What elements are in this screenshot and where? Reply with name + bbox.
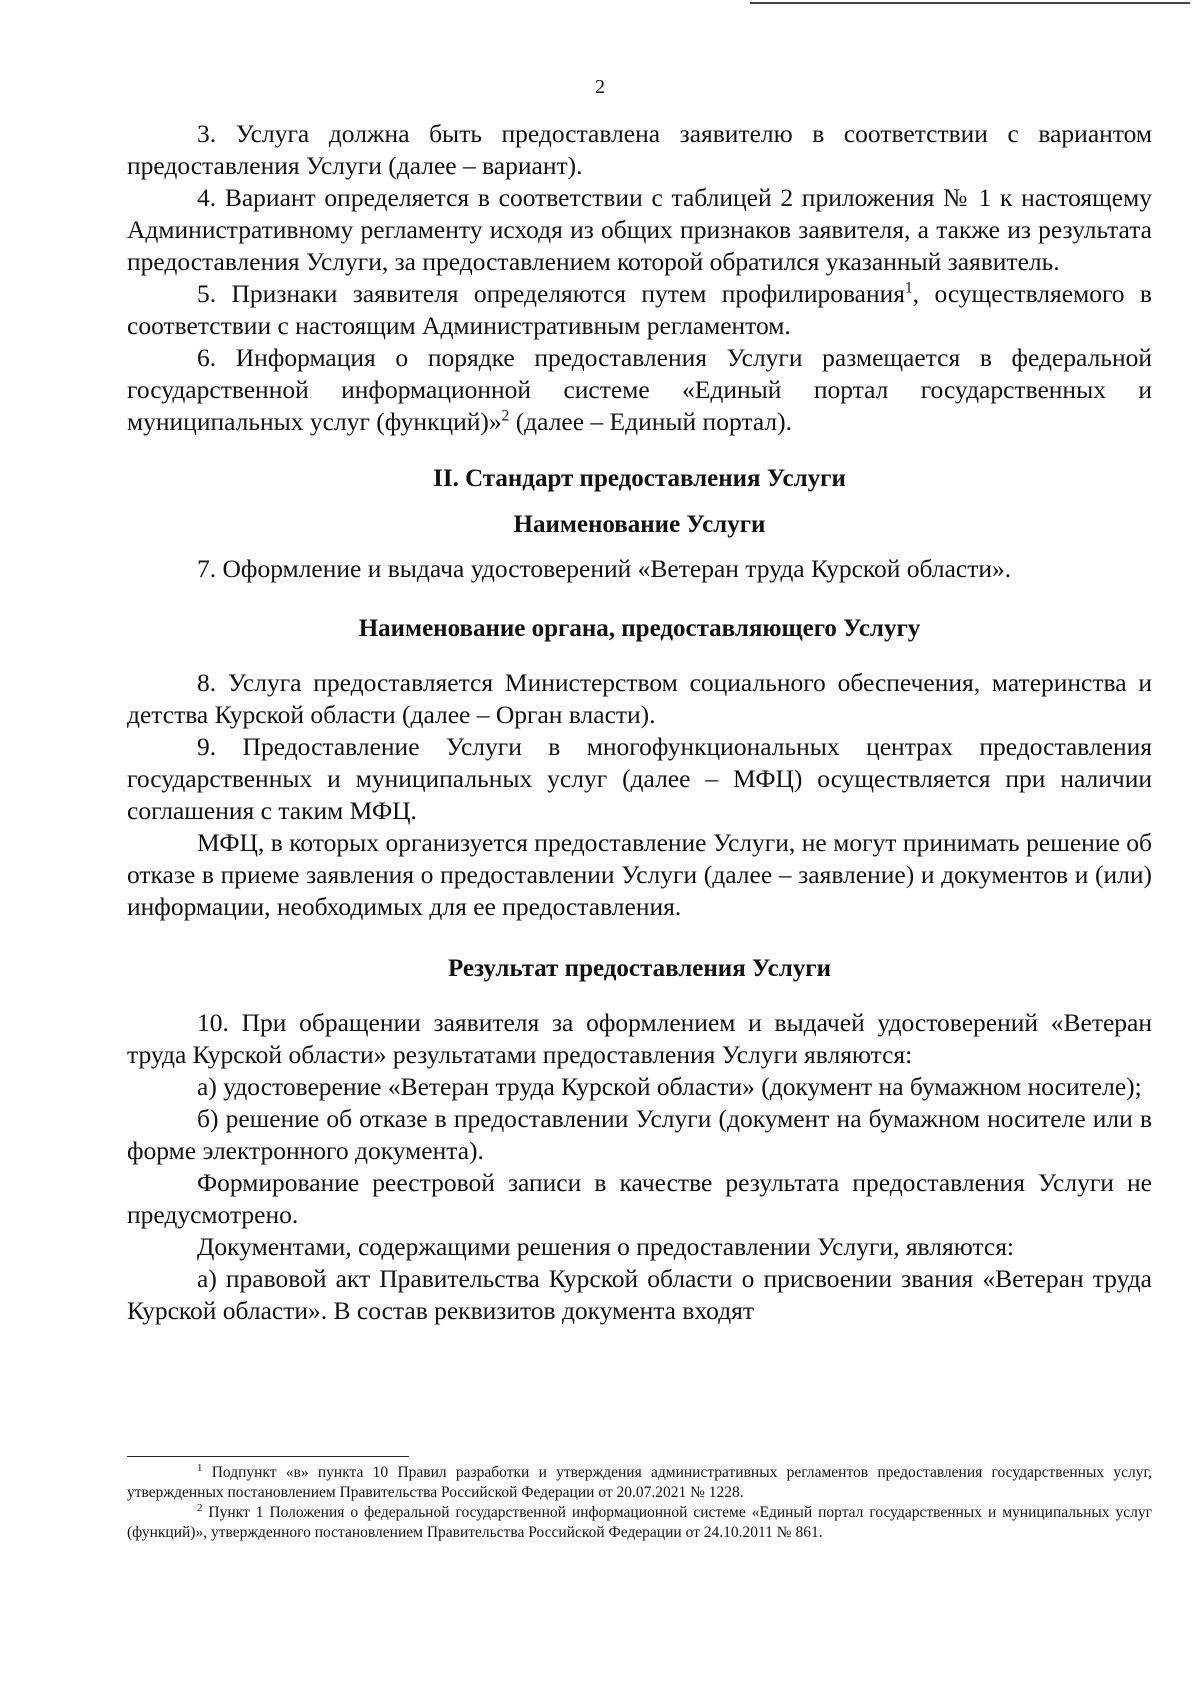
footnote-ref-2: 2 (501, 407, 510, 425)
paragraph-5-text-b: , осуществляемого в соответствии с настоящим Административным регламентом. (127, 279, 1152, 340)
paragraph-5-text-a: 5. Признаки заявителя определяются путем профилирования (197, 279, 906, 308)
top-edge-line (750, 2, 1190, 4)
document-body (127, 118, 1152, 1327)
footnote-ref-1: 1 (905, 279, 913, 297)
footnote-1-text: Подпункт «в» пункта 10 Правил разработки и утверждения административных регламентов предоставления государственных услуг, утвержденных постановлением Правительства Российской Федерации от 20.07.2021 № 1228. (127, 1464, 1152, 1501)
footnote-1 (127, 1463, 1152, 1503)
footnote-2 (127, 1503, 1152, 1543)
footnotes (127, 1456, 1152, 1543)
service-name-heading: Наименование Услуги (513, 511, 766, 538)
footnote-2-mark: 2 (197, 1501, 203, 1514)
result-heading: Результат предоставления Услуги (447, 955, 831, 982)
section-heading: II. Стандарт предоставления Услуги (433, 465, 846, 492)
paragraph-6-text-b: (далее – Единый портал). (509, 407, 792, 436)
paragraph-10-documents-item-a: а) правовой акт Правительства Курской области о присвоении звания «Ветеран труда Курской области». В состав реквизитов документа входят (127, 1264, 1152, 1325)
paragraph-8: 8. Услуга предоставляется Министерством социального обеспечения, материнства и детства Курской области (далее – Орган власти). (127, 668, 1152, 729)
paragraph-9: 9. Предоставление Услуги в многофункциональных центрах предоставления государственных и муниципальных услуг (далее – МФЦ) осуществляется при наличии соглашения с таким МФЦ. (127, 732, 1152, 825)
footnote-1-mark: 1 (197, 1461, 203, 1474)
paragraph-10-item-b: б) решение об отказе в предоставлении Услуги (документ на бумажном носителе или в форме электронного документа). (127, 1104, 1152, 1165)
paragraph-10-registry: Формирование реестровой записи в качестве результата предоставления Услуги не предусмотрено. (127, 1168, 1152, 1229)
footnote-separator (127, 1456, 409, 1457)
paragraph-10-item-a: а) удостоверение «Ветеран труда Курской области» (документ на бумажном носителе); (197, 1072, 1142, 1101)
paragraph-7: 7. Оформление и выдача удостоверений «Ветеран труда Курской области». (197, 554, 1012, 583)
paragraph-3: 3. Услуга должна быть предоставлена заявителю в соответствии с вариантом предоставления Услуги (далее – вариант). (127, 119, 1152, 180)
paragraph-10-documents: Документами, содержащими решения о предоставлении Услуги, являются: (197, 1232, 1015, 1261)
page-number: 2 (595, 76, 605, 98)
paragraph-9-mfc: МФЦ, в которых организуется предоставление Услуги, не могут принимать решение об отказе в приеме заявления о предоставлении Услуги (далее – заявление) и документов и (или) информации, необходимых для ее предоставления. (127, 828, 1152, 921)
paragraph-6-text-a: 6. Информация о порядке предоставления Услуги размещается в федеральной государственной информационной системе «Единый портал государственных и муниципальных услуг (функций)» (127, 343, 1152, 436)
paragraph-4: 4. Вариант определяется в соответствии с таблицей 2 приложения № 1 к настоящему Административному регламенту исходя из общих признаков заявителя, а также из результата предоставления Услуги, за предоставлением которой обратился указанный заявитель. (127, 183, 1152, 276)
paragraph-5 (127, 278, 1152, 342)
paragraph-6 (127, 342, 1152, 438)
footnote-2-text: Пункт 1 Положения о федеральной государственной информационной системе «Единый портал государственных и муниципальных услуг (функций)», утвержденного постановлением Правительства Российской Федерации от 24.10.2011 № 861. (127, 1504, 1152, 1541)
paragraph-10: 10. При обращении заявителя за оформлением и выдачей удостоверений «Ветеран труда Курской области» результатами предоставления Услуги являются: (127, 1008, 1152, 1069)
organ-heading: Наименование органа, предоставляющего Услугу (358, 615, 921, 642)
